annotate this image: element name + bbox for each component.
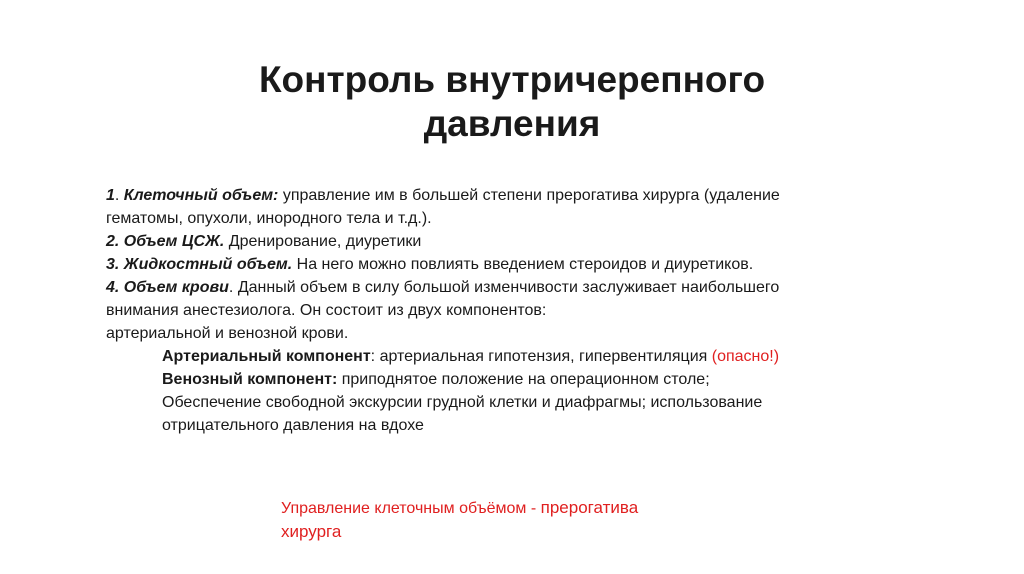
arterial-label: Артериальный компонент <box>162 348 371 365</box>
venous-text: приподнятое положение на операционном столе; <box>337 371 710 388</box>
venous-line-3: Обеспечение свободной экскурсии грудной клетки и диафрагмы; использование <box>162 394 763 411</box>
arterial-component <box>106 345 926 368</box>
item-1-label: Клеточный объем: <box>123 187 279 204</box>
footer-note-part-2: прерогатива <box>540 498 639 517</box>
slide-title-line-2: давления <box>423 103 601 144</box>
footer-note-part-1: Управление клеточным объёмом - <box>281 500 541 517</box>
item-3-text: На него можно повлиять введением стероидов и диуретиков. <box>292 256 754 273</box>
item-1-text: управление им в большей степени прерогатива хирурга (удаление <box>278 187 780 204</box>
venous-line-4: отрицательного давления на вдохе <box>162 417 424 434</box>
item-1-line-2: гематомы, опухоли, инородного тела и т.д.). <box>106 210 432 227</box>
venous-label: Венозный компонент: <box>162 371 338 388</box>
item-4-label: 4. Объем крови <box>106 279 229 296</box>
arterial-text: : артериальная гипотензия, гипервентиляция <box>370 348 712 365</box>
item-2-text: Дренирование, диуретики <box>224 233 422 250</box>
venous-component <box>106 368 926 391</box>
slide-title <box>0 58 1024 146</box>
item-3-label: 3. Жидкостный объем. <box>106 256 293 273</box>
footer-note-line-2: хирурга <box>281 522 342 541</box>
slide-title-line-1: Контроль внутричерепного <box>258 59 766 100</box>
footer-note-line-1 <box>281 496 741 520</box>
item-4-text: . Данный объем в силу большой изменчивости заслуживает наибольшего <box>228 279 780 296</box>
item-4-line-1 <box>106 276 926 299</box>
item-1-line-1 <box>106 184 926 207</box>
item-2 <box>106 230 926 253</box>
slide-body <box>106 184 926 437</box>
item-3 <box>106 253 926 276</box>
item-4-line-3: артериальной и венозной крови. <box>106 325 349 342</box>
footer-note <box>281 496 741 543</box>
item-4-line-2: внимания анестезиолога. Он состоит из двух компонентов: <box>106 302 547 319</box>
item-1-punct: . <box>114 187 124 204</box>
item-1-number: 1 <box>106 187 115 204</box>
arterial-warning: (опасно!) <box>711 348 780 365</box>
item-2-label: 2. Объем ЦСЖ. <box>106 233 225 250</box>
